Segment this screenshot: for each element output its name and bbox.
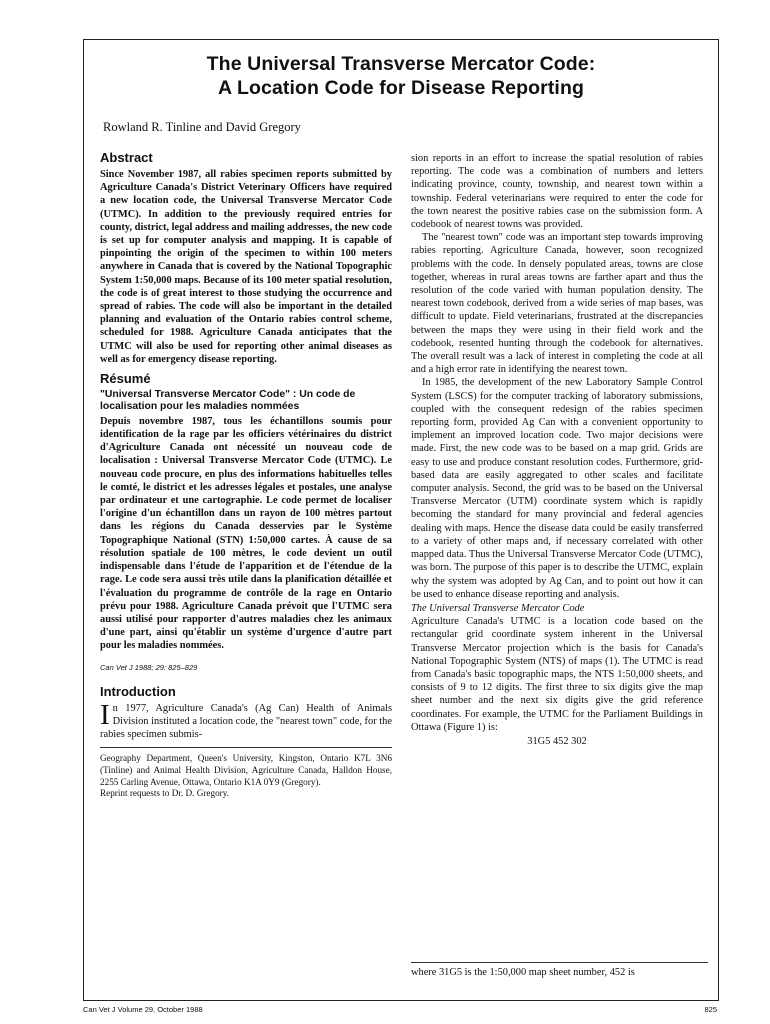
title-line-1: The Universal Transverse Mercator Code: — [206, 53, 596, 75]
footer-journal: Can Vet J Volume 29, October 1988 — [83, 1005, 203, 1014]
footnote-divider — [100, 747, 392, 748]
introduction-text — [100, 698, 392, 742]
right-paragraph-2: The "nearest town" code was an important step towards improving rabies reporting. Agriculture Canada, however, soon recognized problems with the code. In densely populated areas, towns are close together, whereas in rural areas towns are farther apart and thus the resolution of the code varied with human population density. The nearest town codebook, derived from a wide series of map bases, was difficult to update. Field veterinarians, frustrated at the discrepancies between the maps they were using in their field work and the codebook, resented hunting through the codebook for alternatives. The overall result was a lack of interest in completing the code at all and a high error rate in identifying the nearest town. — [411, 232, 703, 376]
right-bottom-rule — [411, 962, 708, 963]
journal-citation: Can Vet J 1988; 29: 825–829 — [100, 662, 198, 672]
right-paragraph-3: In 1985, the development of the new Laboratory Sample Control System (LSCS) for the computer tracking of laboratory submissions, coupled with the consequent redesign of the rabies specimen reporting form, provided Ag Can with a convenient opportunity to implement an improved location code. Two major decisions were made. First, the new code was to be based on a map grid. Grids are easy to use and produce constant resolution codes. Furthermore, grid-based data are easily aggregated to other scales and facilitate computer analysis. Second, the grid was to be based on the Universal Transverse Mercator (UTM) coordinate system which is rapidly becoming the standard for many provincial and federal agencies dealing with maps. Hence the disease data could be easily transferred to a variety of other maps and, if necessary correlated with other mapped data. Thus the Universal Transverse Mercator Code (UTMC), was born. The purpose of this paper is to describe the UTMC, explain why the system was adopted by Ag Can, and to point out how it can be used to enhance disease reporting and analysis. — [411, 377, 703, 600]
left-column — [100, 150, 392, 800]
resume-text: Depuis novembre 1987, tous les échantillons soumis pour identification de la rage par les officiers vétérinaires du district d'Agriculture Canada ont nécessité un nouveau code de localisation : Universal Transverse Mercator Code (UTMC). Le nouveau code procure, en plus des informations habituelles telles le comté, le district et les adresses légales et postales, une analyse par ordinateur et une cartographie. Le code permet de localiser l'origine d'un échantillon dans un rayon de 100 mètres partout dans les régions du Canada desservies par le Système Topographique National (STN) 1:50,000 cartes. À cause de sa résolution spatiale de 100 mètres, le code devient un outil indispensable dans l'étude de l'apparition et de l'étendue de la rage. Le code sera aussi très utile dans la planification détaillée et l'évaluation du programme de contrôle de la rage en Ontario prévu pour 1988. Agriculture Canada prévoit que l'UTMC sera aussi utilisé pour rapporter d'autres maladies chez les animaux d'une part, ainsi qu'établir un système d'urgence d'autre part pour les maladies nommées. — [100, 415, 392, 652]
resume-subheading: "Universal Transverse Mercator Code" : Un code de localisation pour les maladies nommées — [100, 389, 356, 413]
introduction-body: n 1977, Agriculture Canada's (Ag Can) Health of Animals Division instituted a location code, the "nearest town" code, for the rabies specimen submis- — [100, 702, 392, 741]
right-paragraph-1: sion reports in an effort to increase the spatial resolution of rabies reporting. The code was a combination of numbers and letters indicating province, county, township, and nearest town within a township. Federal veterinarians were required to enter the code for the town nearest the positive rabies case on the submission form. A codebook of nearest towns was provided. — [411, 153, 703, 231]
right-paragraph-5: where 31G5 is the 1:50,000 map sheet number, 452 is — [411, 967, 635, 978]
abstract-heading: Abstract — [100, 150, 153, 165]
utmc-example: 31G5 452 302 — [527, 735, 587, 747]
introduction-heading: Introduction — [100, 683, 176, 699]
utmc-subheading: The Universal Transverse Mercator Code — [411, 602, 585, 614]
resume-heading: Résumé — [100, 371, 151, 387]
right-column — [411, 152, 703, 749]
title-line-2: A Location Code for Disease Reporting — [218, 77, 584, 99]
right-column-tail — [411, 966, 708, 979]
drop-cap: I — [100, 698, 110, 731]
reprint-note: Reprint requests to Dr. D. Gregory. — [100, 788, 230, 799]
page-number: 825 — [704, 1005, 717, 1014]
authors: Rowland R. Tinline and David Gregory — [103, 120, 301, 134]
affiliation-footnote: Geography Department, Queen's University, Kingston, Ontario K7L 3N6 (Tinline) and Animal Health Division, Agriculture Canada, Halldon House, 2255 Carling Avenue, Ottawa, Ontario K1A 0Y9 (Gregory). — [100, 753, 392, 787]
article-title — [83, 52, 719, 100]
right-paragraph-4: Agriculture Canada's UTMC is a location code based on the rectangular grid coordinate system inherent in the Universal Transverse Mercator projection which is the basis for Canada's National Topographic System (NTS) of maps (1). The UTMC is read from Canada's basic topographic maps, the NTS 1:50,000 sheets, and consists of 9 to 12 digits. The first three to six digits give the map sheet number and the next six digits give the grid reference coordinates. For example, the UTMC for the Parliament Buildings in Ottawa (Figure 1) is: — [411, 616, 703, 733]
abstract-text: Since November 1987, all rabies specimen reports submitted by Agriculture Canada's District Veterinary Officers have required a new location code, the Universal Transverse Mercator Code (UTMC). In addition to the previously required entries for county, district, legal address and mailing addresses, the new code is set up for computer analysis and mapping. It is capable of pinpointing the origin of the specimen to within 100 meters anywhere in Canada that is covered by the National Topographic System 1:50,000 maps. Because of its 100 meter spatial resolution, the code is of great interest to those studying the occurrence and spread of rabies. The code will also be important in the detailed planning and evaluation of the Ontario rabies control scheme, scheduled for 1988. Agriculture Canada anticipates that the UTMC will also be used for reporting other animal diseases as well as for emergency disease reporting. — [100, 169, 392, 365]
